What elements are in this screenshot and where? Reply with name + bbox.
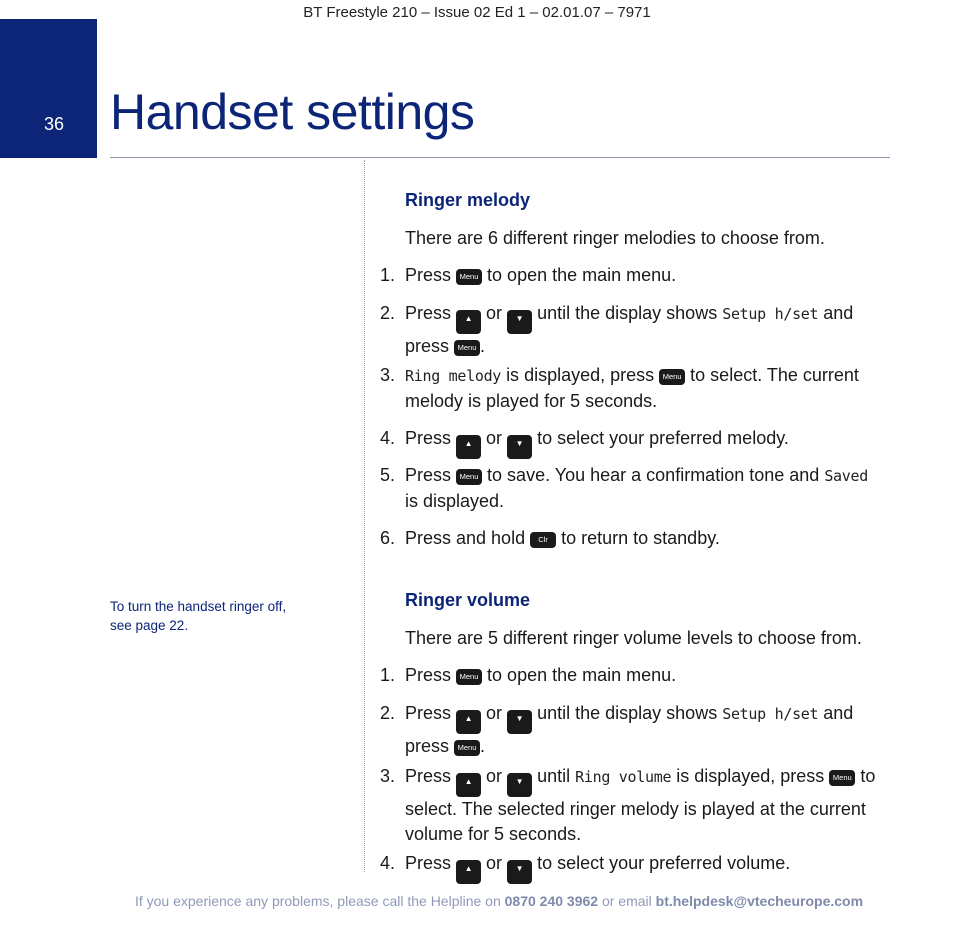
step-text: Press [405, 665, 452, 685]
title-divider [110, 157, 890, 158]
page-title: Handset settings [110, 84, 475, 140]
down-key-icon: ▼ [507, 435, 532, 459]
page-tab [0, 19, 97, 158]
step-text: and [823, 703, 854, 723]
column-divider [364, 160, 365, 872]
footer-text: If you experience any problems, please call the Helpline on [134, 893, 501, 909]
step-text: Press [405, 853, 452, 873]
step-text: or [486, 766, 503, 786]
step-text: and [823, 303, 854, 323]
helpline-phone: 0870 240 3962 [504, 893, 599, 909]
display-text: Setup h/set [722, 705, 819, 723]
menu-key-icon: Menu [454, 740, 480, 756]
step-item [380, 301, 885, 359]
step-text: press [405, 336, 450, 356]
side-note-line: see page 22. [110, 618, 189, 633]
helpline-email: bt.helpdesk@vtecheurope.com [655, 893, 864, 909]
step-text: or [486, 428, 503, 448]
helpline-footer [0, 893, 954, 909]
down-key-icon: ▼ [507, 773, 532, 797]
step-text: to save. You hear a confirmation tone and [487, 465, 820, 485]
section-intro: There are 5 different ringer volume levels to choose from. [405, 628, 862, 648]
down-key-icon: ▼ [507, 860, 532, 884]
step-text: to open the main menu. [487, 265, 677, 285]
step-item [380, 426, 885, 459]
menu-key-icon: Menu [659, 369, 685, 385]
display-text: Saved [824, 467, 868, 485]
step-text: is displayed, press [506, 365, 655, 385]
step-text: is displayed, press [676, 766, 825, 786]
document-info: BT Freestyle 210 – Issue 02 Ed 1 – 02.01.07 – 7971 [303, 4, 651, 21]
menu-key-icon: Menu [456, 269, 482, 285]
step-text: or [486, 703, 503, 723]
step-text: until [537, 766, 571, 786]
display-text: Ring melody [405, 367, 502, 385]
step-text: until the display shows [537, 703, 718, 723]
step-item [380, 764, 885, 847]
menu-key-icon: Menu [456, 669, 482, 685]
step-text: select. The selected ringer melody is played at the current [405, 799, 866, 819]
step-item [380, 526, 885, 551]
step-text: Press [405, 303, 452, 323]
step-number: 2. [380, 303, 396, 323]
step-number: 4. [380, 428, 396, 448]
step-number: 6. [380, 528, 396, 548]
section-heading-ringer-volume: Ringer volume [405, 590, 531, 610]
step-number: 2. [380, 703, 396, 723]
step-text: to select your preferred volume. [537, 853, 791, 873]
up-key-icon: ▲ [456, 773, 481, 797]
step-text: . [480, 736, 486, 756]
step-item [380, 663, 885, 688]
step-number: 3. [380, 766, 396, 786]
clear-key-icon: Clr [530, 532, 556, 548]
up-key-icon: ▲ [456, 860, 481, 884]
step-number: 4. [380, 853, 396, 873]
step-number: 5. [380, 465, 396, 485]
step-text: Press [405, 703, 452, 723]
step-number: 1. [380, 665, 396, 685]
step-text: to select your preferred melody. [537, 428, 789, 448]
step-text: Press [405, 265, 452, 285]
menu-key-icon: Menu [456, 469, 482, 485]
step-text: Press and hold [405, 528, 526, 548]
side-note-line: To turn the handset ringer off, [110, 599, 287, 614]
step-item [380, 463, 885, 514]
step-item [380, 851, 885, 884]
step-text: volume for 5 seconds. [405, 824, 582, 844]
section-intro: There are 6 different ringer melodies to choose from. [405, 228, 825, 248]
section-heading-ringer-melody: Ringer melody [405, 190, 531, 210]
step-text: melody is played for 5 seconds. [405, 391, 658, 411]
step-text: is displayed. [405, 491, 505, 511]
step-text: to open the main menu. [487, 665, 677, 685]
step-text: Press [405, 428, 452, 448]
down-key-icon: ▼ [507, 310, 532, 334]
step-item [380, 701, 885, 759]
display-text: Ring volume [575, 768, 672, 786]
step-text: or [486, 853, 503, 873]
up-key-icon: ▲ [456, 310, 481, 334]
up-key-icon: ▲ [456, 435, 481, 459]
step-text: or [486, 303, 503, 323]
footer-text: or email [601, 893, 652, 909]
up-key-icon: ▲ [456, 710, 481, 734]
step-text: . [480, 336, 486, 356]
menu-key-icon: Menu [829, 770, 855, 786]
step-item [380, 263, 885, 288]
step-text: to return to standby. [561, 528, 720, 548]
step-text: Press [405, 766, 452, 786]
step-text: press [405, 736, 450, 756]
step-item [380, 363, 885, 414]
page-number: 36 [44, 114, 65, 134]
display-text: Setup h/set [722, 305, 819, 323]
step-text: until the display shows [537, 303, 718, 323]
step-number: 3. [380, 365, 396, 385]
step-number: 1. [380, 265, 396, 285]
step-text: Press [405, 465, 452, 485]
side-note [110, 597, 350, 635]
step-text: to select. The current [690, 365, 859, 385]
step-text: to [860, 766, 876, 786]
menu-key-icon: Menu [454, 340, 480, 356]
down-key-icon: ▼ [507, 710, 532, 734]
